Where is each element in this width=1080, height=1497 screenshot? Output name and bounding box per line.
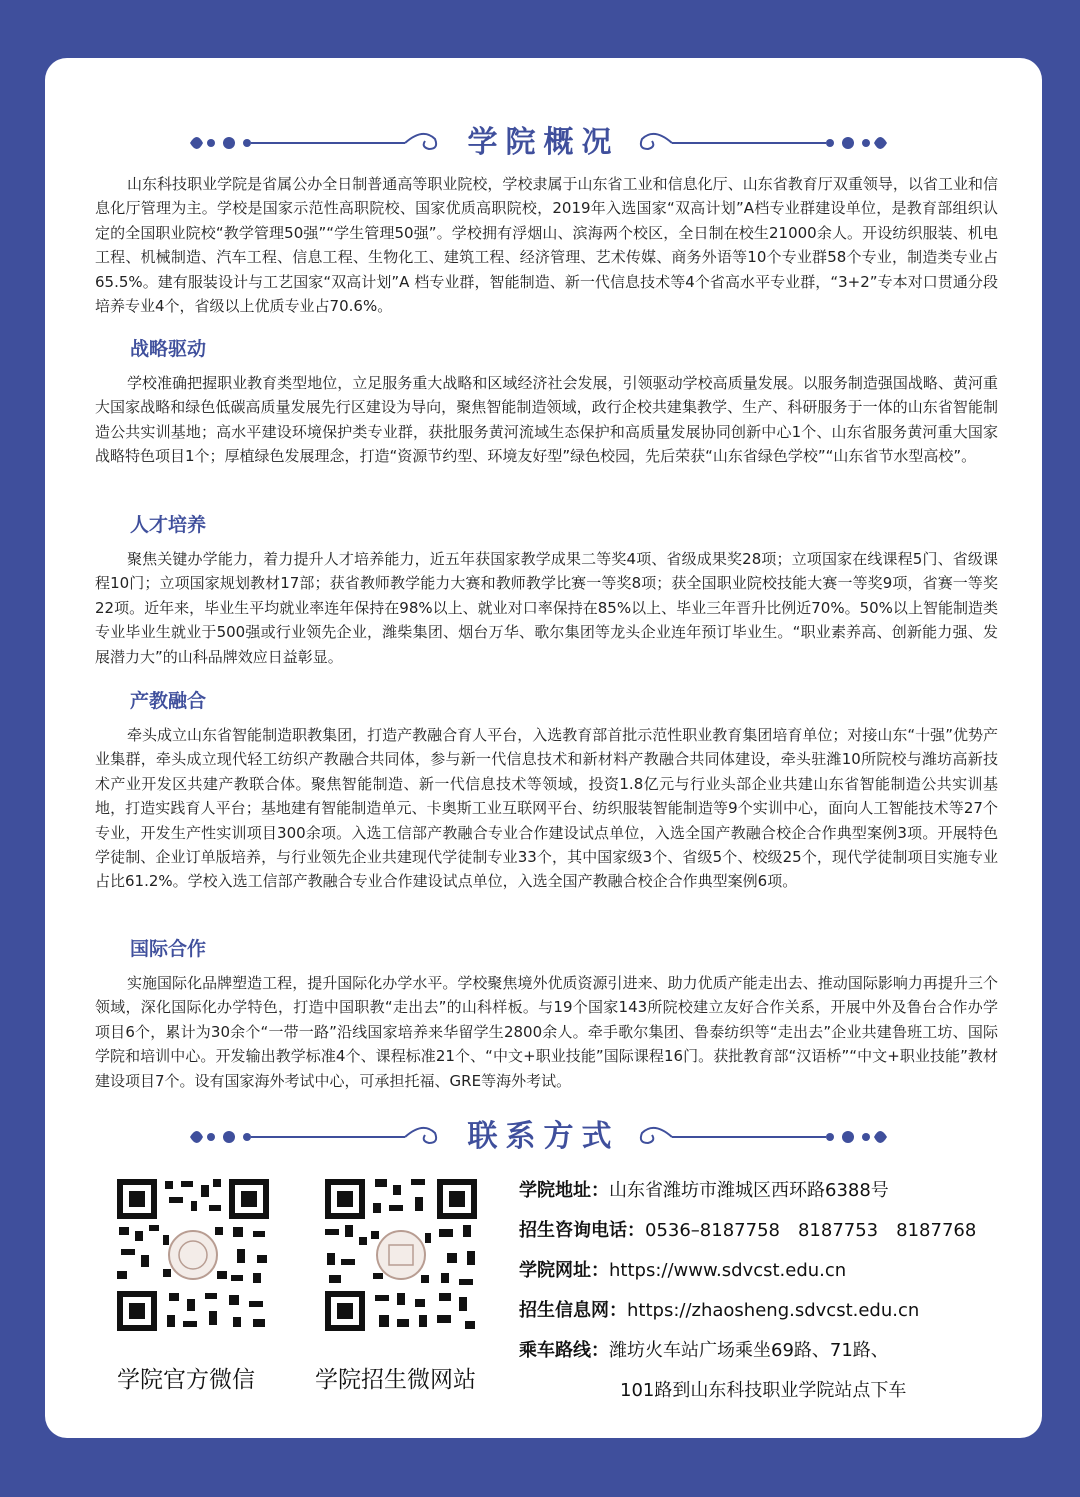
qr-code-wechat-icon (113, 1175, 273, 1335)
contact-address (519, 1176, 889, 1202)
section-text-industry: 牵头成立山东省智能制造职教集团，打造产教融合育人平台，入选教育部首批示范性职业教育集团培育单位；对接山东“十强”优势产业集群，牵头成立现代轻工纺织产教融合共同体，参与新一代信息技术和新材料产教融合共同体建设，牵头驻潍10所院校与潍坊高新技术产业开发区共建产教联合体。聚焦智能制造、新一代信息技术等领域，投资1.8亿元与行业头部企业共建山东省智能制造公共实训基地，打造实践育人平台；基地建有智能制造单元、卡奥斯工业互联网平台、纺织服装智能制造等9个实训中心，面向人工智能技术等27个专业，开发生产性实训项目300余项。入选工信部产教融合专业合作建设试点单位，入选全国产教融合校企合作典型案例3项。开展特色学徒制、企业订单版培养，与行业领先企业共建现代学徒制专业33个，其中国家级3个、省级5个、校级25个，现代学徒制项目实施专业占比61.2%。学校入选工信部产教融合专业合作建设试点单位，入选全国产教融合校企合作典型案例6项。 (95, 726, 998, 891)
contact-title: 联系方式 (467, 1119, 620, 1154)
website-label: 学院网址： (519, 1260, 609, 1281)
qr-code-admission[interactable] (321, 1175, 481, 1335)
content-card (45, 58, 1042, 1438)
ornament-left-icon (185, 125, 445, 161)
contact-phone (519, 1216, 976, 1242)
address-value: 山东省潍坊市潍城区西环路6388号 (609, 1180, 889, 1201)
qr-label-admission: 学院招生微网站 (315, 1367, 476, 1393)
section-text-strategy: 学校准确把握职业教育类型地位，立足服务重大战略和区域经济社会发展，引领驱动学校高质量发展。以服务制造强国战略、黄河重大国家战略和绿色低碳高质量发展先行区建设为导向，聚焦智能制造领域，政行企校共建集教学、生产、科研服务于一体的山东省智能制造公共实训基地；高水平建设环境保护类专业群，获批服务黄河流域生态保护和高质量发展协同创新中心1个、山东省服务黄河重大国家战略特色项目1个；厚植绿色发展理念，打造“资源节约型、环境友好型”绿色校园，先后荣获“山东省绿色学校”“山东省节水型高校”。 (95, 374, 998, 466)
section-title-talent: 人才培养 (130, 514, 207, 536)
website-link[interactable]: https://www.sdvcst.edu.cn (609, 1260, 847, 1281)
overview-heading (45, 120, 1042, 166)
section-title-strategy: 战略驱动 (130, 338, 207, 360)
section-title-international: 国际合作 (130, 938, 207, 960)
contact-route (519, 1336, 889, 1362)
contact-admission-site (519, 1296, 919, 1322)
admission-label: 招生信息网： (519, 1300, 627, 1321)
overview-intro: 山东科技职业学院是省属公办全日制普通高等职业院校，学校隶属于山东省工业和信息化厅、山东省教育厅双重领导，以省工业和信息化厅管理为主。学校是国家示范性高职院校、国家优质高职院校，2019年入选国家“双高计划”A档专业群建设单位，是教育部组织认定的全国职业院校“教学管理50强”“学生管理50强”。学校拥有浮烟山、滨海两个校区，全日制在校生21000余人。开设纺织服装、机电工程、机械制造、汽车工程、信息工程、生物化工、建筑工程、经济管理、艺术传媒、商务外语等10个专业群58个专业，制造类专业占65.5%。建有服装设计与工艺国家“双高计划”A 档专业群，智能制造、新一代信息技术等4个省高水平专业群，“3+2”专本对口贯通分段培养专业4个，省级以上优质专业占70.6%。 (95, 175, 998, 316)
contact-website (519, 1256, 846, 1282)
route-label: 乘车路线： (519, 1340, 609, 1361)
overview-title: 学院概况 (467, 125, 620, 160)
phone-value[interactable]: 0536–8187758 8187753 8187768 (645, 1220, 977, 1241)
contact-heading (45, 1114, 1042, 1160)
ornament-left-icon (185, 1119, 445, 1155)
admission-link[interactable]: https://zhaosheng.sdvcst.edu.cn (627, 1300, 920, 1321)
section-text-international: 实施国际化品牌塑造工程，提升国际化办学水平。学校聚焦境外优质资源引进来、助力优质产能走出去、推动国际影响力再提升三个领域，深化国际化办学特色，打造中国职教“走出去”的山科样板。与19个国家143所院校建立友好合作关系，开展中外及鲁台合作办学项目6个，累计为30余个“一带一路”沿线国家培养来华留学生2800余人。牵手歌尔集团、鲁泰纺织等“走出去”企业共建鲁班工坊、国际学院和培训中心。开发输出教学标准4个、课程标准21个、“中文+职业技能”国际课程16门。获批教育部“汉语桥”“中文+职业技能”教材建设项目7个。设有国家海外考试中心，可承担托福、GRE等海外考试。 (95, 974, 998, 1090)
route-line-2: 101路到山东科技职业学院站点下车 (620, 1380, 907, 1401)
phone-label: 招生咨询电话： (519, 1220, 645, 1241)
qr-code-wechat[interactable] (113, 1175, 273, 1335)
qr-label-wechat: 学院官方微信 (117, 1367, 255, 1393)
section-text-talent: 聚焦关键办学能力，着力提升人才培养能力，近五年获国家教学成果二等奖4项、省级成果奖28项；立项国家在线课程5门、省级课程10门；立项国家规划教材17部；获省教师教学能力大赛和教师教学比赛一等奖8项；获全国职业院校技能大赛一等奖9项，省赛一等奖22项。近年来，毕业生平均就业率连年保持在98%以上、就业对口率保持在85%以上、毕业三年晋升比例近70%。50%以上智能制造类专业毕业生就业于500强或行业领先企业，潍柴集团、烟台万华、歌尔集团等龙头企业连年预订毕业生。“职业素养高、创新能力强、发展潜力大”的山科品牌效应日益彰显。 (95, 550, 998, 666)
route-line-1: 潍坊火车站广场乘坐69路、71路、 (609, 1340, 889, 1361)
ornament-right-icon (632, 125, 892, 161)
qr-code-admission-icon (321, 1175, 481, 1335)
address-label: 学院地址： (519, 1180, 609, 1201)
section-title-industry: 产教融合 (130, 690, 207, 712)
ornament-right-icon (632, 1119, 892, 1155)
